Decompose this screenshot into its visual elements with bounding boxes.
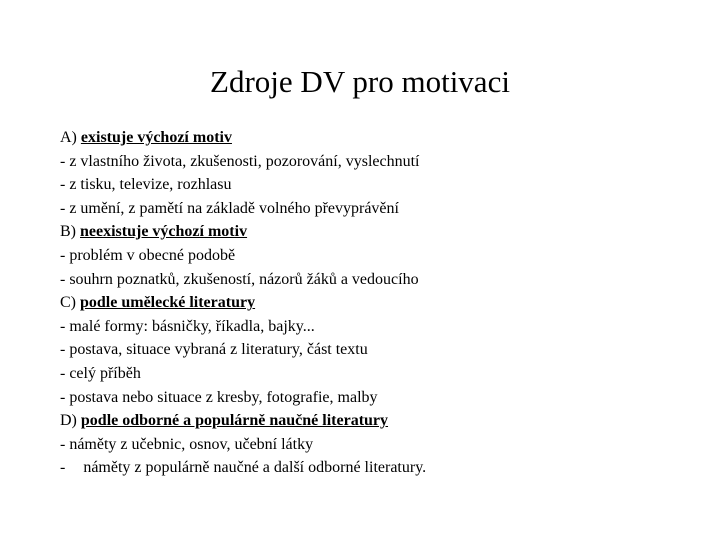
list-item-last	[60, 456, 700, 480]
list-item: - z vlastního života, zkušenosti, pozorování, vyslechnutí	[60, 152, 420, 170]
list-item: - z tisku, televize, rozhlasu	[60, 176, 232, 194]
list-item: - souhrn poznatků, zkušeností, názorů žáků a vedoucího	[60, 270, 419, 288]
section-c-prefix: C)	[60, 294, 80, 312]
list-item-text: náměty z populárně naučné a další odborné literatury.	[83, 459, 427, 477]
section-c-heading	[60, 291, 700, 315]
section-a-heading	[60, 126, 700, 150]
section-b-prefix: B)	[60, 223, 80, 241]
slide-content	[60, 126, 700, 480]
section-c-title: podle umělecké literatury	[80, 294, 256, 312]
list-item: - problém v obecné podobě	[60, 246, 236, 264]
section-d-prefix: D)	[60, 412, 81, 430]
section-a-title: existuje výchozí motiv	[80, 129, 232, 146]
section-b-heading	[60, 220, 700, 244]
section-a-prefix: A)	[60, 129, 81, 146]
slide-title-text: Zdroje DV pro motivaci	[210, 64, 510, 99]
slide-title	[0, 62, 720, 102]
list-item-dash: -	[60, 459, 66, 477]
list-item: - náměty z učebnic, osnov, učební látky	[60, 435, 314, 453]
section-d-heading	[60, 409, 700, 433]
list-item: - postava nebo situace z kresby, fotografie, malby	[60, 388, 378, 406]
list-item: - celý příběh	[60, 364, 141, 382]
list-item: - malé formy: básničky, říkadla, bajky...	[60, 317, 315, 335]
list-item: - z umění, z pamětí na základě volného převyprávění	[60, 199, 399, 217]
section-b-title: neexistuje výchozí motiv	[80, 223, 248, 241]
section-d-title: podle odborné a populárně naučné literatury	[80, 412, 389, 430]
list-item: - postava, situace vybraná z literatury, část textu	[60, 341, 368, 359]
